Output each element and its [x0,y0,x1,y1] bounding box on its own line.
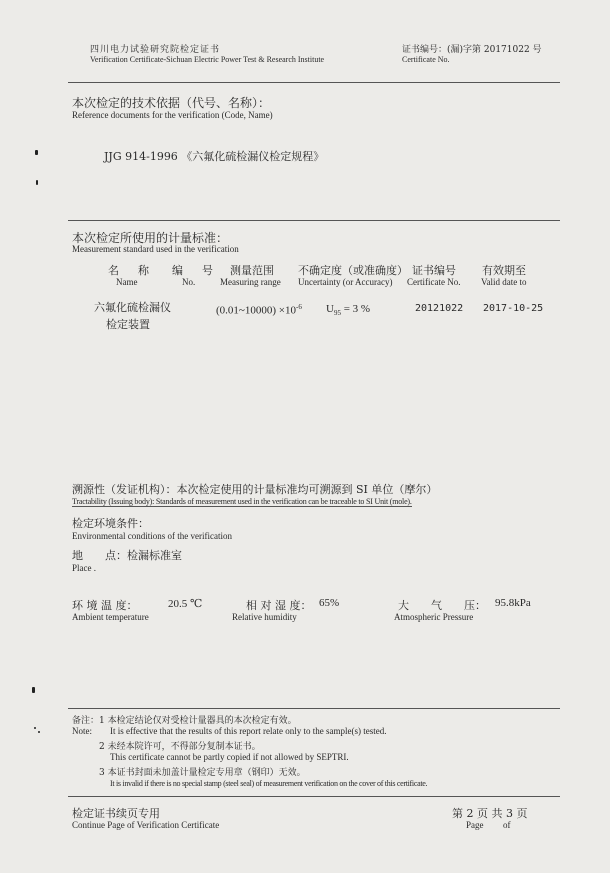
environment-heading-en: Environmental conditions of the verification [72,531,232,541]
humidity-value: 65% [319,597,340,609]
notes-label-zh: 备注： [72,716,100,726]
temperature-label: 环 境 温 度： [72,599,138,612]
place-label-en: Place . [72,563,96,573]
place-value: 检漏标准室 [127,549,182,562]
footer-divider [68,796,560,797]
notes-divider [68,708,560,709]
column-header-name-en: Name [116,277,138,287]
column-header-valid-en: Valid date to [481,277,527,287]
standard-measuring-range: (0.01~10000) $\times 10^{-6}$ [216,303,302,317]
certificate-number-en: Certificate No. [402,55,450,64]
standard-valid-date: 2017-10-25 [483,303,544,314]
column-header-name-zh: 名 称 [108,264,153,277]
standard-name-line2: 检定装置 [106,318,150,331]
scan-mark [35,150,38,155]
column-header-valid-zh: 有效期至 [482,264,526,277]
page-of-en: of [503,820,511,830]
column-header-uncertainty-en: Uncertainty (or Accuracy) [298,277,393,287]
column-header-certificate-zh: 证书编号 [412,264,456,277]
scan-mark [32,687,35,693]
institute-title-zh: 四川电力试验研究院检定证书 [90,45,221,55]
humidity-label: 相 对 湿 度： [246,599,312,612]
pressure-label: 大 气 压： [398,599,486,612]
column-header-number-en: No. [182,277,196,287]
footer-title-en: Continue Page of Verification Certificate [72,820,220,830]
standard-uncertainty: $U_{95} = 3$ % [326,303,371,318]
note-1-zh: 1 本检定结论仅对受检计量器具的本次检定有效。 [99,716,297,726]
note-3-zh: 3 本证书封面未加盖计量检定专用章（钢印）无效。 [99,768,306,778]
header-divider [68,82,560,83]
reference-heading-en: Reference documents for the verification (Code, Name) [72,110,273,120]
page-number-zh: 第 2 页 共 3 页 [452,807,528,820]
reference-document: JJG 914-1996 《六氟化硫检漏仪检定规程》 [104,150,325,163]
standard-heading-en: Measurement standard used in the verification [72,244,239,254]
column-header-number-zh: 编 号 [172,264,217,277]
standard-certificate-number: 20121022 [415,303,464,314]
traceability-zh: 溯源性（发证机构）：本次检定使用的计量标准均可溯源到 SI 单位（摩尔） [72,483,438,496]
temperature-label-en: Ambient temperature [72,612,149,622]
column-header-range-en: Measuring range [220,277,281,287]
environment-heading-zh: 检定环境条件： [72,517,149,530]
column-header-range-zh: 测量范围 [230,264,274,277]
note-3-en: It is invalid if there is no special stamp (steel seal) of measurement verification on the cover of this certificate. [110,779,428,788]
pressure-label-en: Atmospheric Pressure [394,612,474,622]
scan-mark [36,180,38,185]
standard-heading-zh: 本次检定所使用的计量标准： [72,231,229,245]
notes-label-en: Note: [72,726,92,736]
scan-mark [38,731,40,733]
place-label: 地 点： [72,549,127,562]
column-header-certificate-en: Certificate No. [407,277,461,287]
certificate-number-zh: 证书编号：(漏)字第 20171022 号 [402,45,542,55]
note-2-zh: 2 未经本院许可，不得部分复制本证书。 [99,742,261,752]
reference-heading-zh: 本次检定的技术依据（代号、名称）： [72,96,271,110]
page-label-en: Page [466,820,484,830]
note-1-en: It is effective that the results of this report relate only to the sample(s) tested. [110,726,387,736]
traceability-en: Tractability (Issuing body): Standards of measurement used in the verification can be traceable to SI Unit (mole). [72,497,412,506]
humidity-label-en: Relative humidity [232,612,297,622]
place-row [72,547,182,563]
column-header-uncertainty-zh: 不确定度（或准确度） [298,264,408,277]
institute-title-en: Verification Certificate-Sichuan Electric Power Test & Research Institute [90,55,325,64]
pressure-value: 95.8kPa [495,597,531,609]
note-2-en: This certificate cannot be partly copied if not allowed by SEPTRI. [110,752,349,762]
footer-title-zh: 检定证书续页专用 [72,807,160,820]
standard-name-line1: 六氟化硫检漏仪 [94,301,171,314]
temperature-value: 20.5 ℃ [168,598,203,610]
scan-mark [34,727,36,729]
section-divider [68,220,560,221]
